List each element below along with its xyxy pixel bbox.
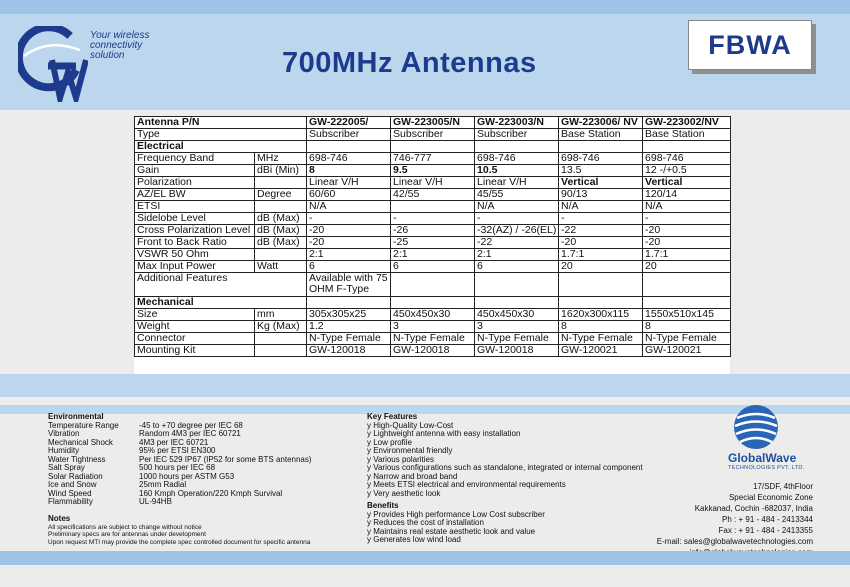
benefits-title: Benefits: [367, 501, 399, 510]
unit-cell: Watt: [255, 261, 307, 273]
env-value: 4M3 per IEC 60721: [139, 438, 209, 447]
address-line: Special Economic Zone: [728, 493, 813, 502]
header-cell: Antenna P/N: [135, 117, 307, 129]
value-cell: 20: [559, 261, 643, 273]
tagline: [90, 31, 149, 61]
env-value: 95% per ETSI EN300: [139, 447, 216, 455]
value-cell: Available with 75 OHM F-Type: [307, 273, 391, 297]
table-row: [135, 333, 731, 345]
env-value: Random 4M3 per IEC 60721: [139, 430, 241, 438]
note-line: Preliminary specs are for antennas under development: [48, 531, 206, 538]
feature-item: y Environmental friendly: [367, 446, 453, 455]
tagline-line: solution: [90, 50, 125, 61]
value-cell: -20: [307, 237, 391, 249]
value-cell: 10.5: [475, 165, 559, 177]
env-key: Solar Radiation: [48, 472, 103, 481]
value-cell: -20: [307, 225, 391, 237]
value-cell: N-Type Female: [643, 333, 731, 345]
value-cell: GW-120018: [391, 345, 475, 357]
company-sub: TECHNOLOGIES PVT. LTD.: [728, 465, 805, 471]
env-key: Salt Spray: [48, 464, 85, 472]
value-cell: -20: [559, 237, 643, 249]
env-value: Per IEC 529 IP67 (IP52 for some BTS antennas): [139, 455, 312, 464]
middle-gap: [0, 397, 850, 405]
value-cell: -26: [391, 225, 475, 237]
header-cell: GW-223002/NV: [643, 117, 731, 129]
value-cell: -32(AZ) / -26(EL): [475, 225, 559, 237]
address-line: Fax : + 91 - 484 - 2413355: [718, 526, 813, 535]
header-cell: GW-223006/ NV: [559, 117, 643, 129]
spec-table: [134, 116, 731, 357]
env-value: 160 Kmph Operation/220 Kmph Survival: [139, 489, 283, 498]
empty-cell: [391, 297, 475, 309]
key-features-title: Key Features: [367, 412, 418, 421]
env-key: Wind Speed: [48, 489, 92, 498]
env-row: [48, 464, 312, 473]
table-row: [135, 189, 731, 201]
table-row: [135, 261, 731, 273]
value-cell: 20: [643, 261, 731, 273]
value-cell: N/A: [475, 201, 559, 213]
env-row: [48, 447, 312, 456]
tagline-line: connectivity: [90, 40, 143, 51]
type-cell: Subscriber: [391, 129, 475, 141]
footer-band: [0, 551, 850, 565]
param-cell: Polarization: [135, 177, 255, 189]
value-cell: 698-746: [475, 153, 559, 165]
value-cell: Vertical: [559, 177, 643, 189]
benefit-item: y Provides High performance Low Cost subscriber: [367, 509, 545, 519]
benefit-item: y Maintains real estate aesthetic look and value: [367, 526, 536, 536]
feature-item: y Various configurations such as standalone, integrated or internal component: [367, 463, 643, 472]
section-cell: Mechanical: [135, 297, 307, 309]
value-cell: 6: [391, 261, 475, 273]
value-cell: N-Type Female: [307, 333, 391, 345]
value-cell: -: [307, 213, 391, 225]
unit-cell: dB (Max): [255, 225, 307, 237]
key-features-section: [367, 413, 643, 545]
unit-cell: Kg (Max): [255, 321, 307, 333]
feature-item: y Very aesthetic look: [367, 488, 441, 498]
value-cell: 6: [307, 261, 391, 273]
env-key: Vibration: [48, 430, 80, 438]
top-stripe: [0, 0, 850, 14]
value-cell: 1.7:1: [643, 249, 731, 261]
value-cell: N-Type Female: [391, 333, 475, 345]
value-cell: 746-777: [391, 153, 475, 165]
value-cell: N/A: [643, 201, 731, 213]
value-cell: -20: [643, 237, 731, 249]
env-key: Flammability: [48, 498, 93, 506]
value-cell: 305x305x25: [307, 309, 391, 321]
value-cell: 698-746: [559, 153, 643, 165]
value-cell: 6: [475, 261, 559, 273]
unit-cell: MHz: [255, 153, 307, 165]
note-line: All specifications are subject to change without notice: [48, 523, 202, 531]
env-value: 25mm Radial: [139, 481, 187, 489]
feature-item: y Various polarities: [367, 454, 434, 464]
table-row: [135, 249, 731, 261]
param-cell: Connector: [135, 333, 255, 345]
section-row: [135, 141, 731, 153]
unit-cell: [255, 345, 307, 357]
type-cell: Subscriber: [475, 129, 559, 141]
unit-cell: mm: [255, 309, 307, 321]
unit-cell: dB (Max): [255, 213, 307, 225]
env-key: Ice and Snow: [48, 481, 97, 489]
address-line: Kakkanad, Cochin -682037, India: [694, 504, 813, 513]
param-cell: Max Input Power: [135, 261, 255, 273]
header-cell: GW-223005/N: [391, 117, 475, 129]
address-line: Ph : + 91 - 484 - 2413344: [722, 515, 813, 524]
empty-cell: [559, 273, 643, 297]
env-row: [48, 430, 312, 439]
value-cell: Vertical: [643, 177, 731, 189]
value-cell: 13.5: [559, 165, 643, 177]
table-row: [135, 309, 731, 321]
benefit-item: y Reduces the cost of installation: [367, 518, 484, 527]
value-cell: 3: [391, 321, 475, 333]
table-row: [135, 165, 731, 177]
env-row: [48, 490, 312, 499]
tagline-line: Your wireless: [90, 30, 150, 41]
value-cell: 450x450x30: [475, 309, 559, 321]
value-cell: 1.7:1: [559, 249, 643, 261]
empty-cell: [643, 141, 731, 153]
spec-table-wrap: [134, 116, 730, 374]
env-key: Humidity: [48, 447, 80, 455]
value-cell: 9.5: [391, 165, 475, 177]
env-row: [48, 498, 312, 507]
value-cell: N-Type Female: [559, 333, 643, 345]
gw-logo-icon: [18, 26, 88, 102]
value-cell: GW-120021: [559, 345, 643, 357]
value-cell: N/A: [559, 201, 643, 213]
empty-cell: [559, 141, 643, 153]
value-cell: GW-120021: [643, 345, 731, 357]
environmental-section: [48, 413, 312, 507]
environmental-title: Environmental: [48, 412, 104, 421]
value-cell: 1620x300x115: [559, 309, 643, 321]
value-cell: 45/55: [475, 189, 559, 201]
table-row: [135, 213, 731, 225]
empty-cell: [307, 141, 391, 153]
notes-section: [48, 515, 310, 546]
table-row: [135, 321, 731, 333]
empty-cell: [475, 297, 559, 309]
param-cell: Size: [135, 309, 255, 321]
table-row: [135, 201, 731, 213]
note-line: Upon request MTI may provide the complete spec controlled document for specific antenna: [48, 538, 311, 546]
param-cell: Cross Polarization Level: [135, 225, 255, 237]
empty-cell: [559, 297, 643, 309]
unit-cell: [255, 333, 307, 345]
table-header-row: [135, 117, 731, 129]
env-value: UL-94HB: [139, 498, 172, 506]
value-cell: N-Type Female: [475, 333, 559, 345]
unit-cell: [255, 249, 307, 261]
value-cell: 8: [559, 321, 643, 333]
env-row: [48, 481, 312, 490]
feature-item: y Narrow and broad band: [367, 471, 458, 481]
globe-logo-icon: [733, 404, 779, 450]
empty-cell: [307, 297, 391, 309]
page-title: 700MHz Antennas: [282, 47, 537, 79]
env-key: Temperature Range: [48, 421, 119, 430]
type-cell: Base Station: [643, 129, 731, 141]
value-cell: 2:1: [391, 249, 475, 261]
value-cell: 12 -/+0.5: [643, 165, 731, 177]
table-row: [135, 273, 731, 297]
env-value: -45 to +70 degree per IEC 68: [139, 421, 243, 430]
value-cell: Linear V/H: [475, 177, 559, 189]
param-cell: Front to Back Ratio: [135, 237, 255, 249]
address-line: E-mail: sales@globalwavetechnologies.com: [656, 537, 813, 546]
empty-cell: [475, 273, 559, 297]
table-row: [135, 177, 731, 189]
param-cell: Frequency Band: [135, 153, 255, 165]
value-cell: 3: [475, 321, 559, 333]
benefit-item: y Generates low wind load: [367, 535, 461, 544]
unit-cell: dB (Max): [255, 237, 307, 249]
value-cell: -: [391, 213, 475, 225]
value-cell: 60/60: [307, 189, 391, 201]
header-cell: GW-222005/: [307, 117, 391, 129]
value-cell: -22: [475, 237, 559, 249]
param-cell: VSWR 50 Ohm: [135, 249, 255, 261]
value-cell: GW-120018: [307, 345, 391, 357]
table-row: [135, 237, 731, 249]
value-cell: -20: [643, 225, 731, 237]
value-cell: -: [559, 213, 643, 225]
value-cell: [391, 201, 475, 213]
table-row: [135, 345, 731, 357]
env-row: [48, 422, 312, 431]
feature-item: y Meets ETSI electrical and environmental requirements: [367, 480, 566, 489]
type-cell: Subscriber: [307, 129, 391, 141]
header-cell: GW-223003/N: [475, 117, 559, 129]
env-value: 1000 hours per ASTM G53: [139, 472, 235, 481]
feature-item: y Lightweight antenna with easy installation: [367, 429, 521, 438]
empty-cell: [643, 273, 731, 297]
value-cell: GW-120018: [475, 345, 559, 357]
middle-band: [0, 374, 850, 414]
section-row: [135, 297, 731, 309]
table-row: [135, 225, 731, 237]
value-cell: 2:1: [307, 249, 391, 261]
value-cell: 450x450x30: [391, 309, 475, 321]
value-cell: Linear V/H: [307, 177, 391, 189]
unit-cell: [255, 177, 307, 189]
env-key: Water Tightness: [48, 455, 106, 464]
section-cell: Electrical: [135, 141, 307, 153]
empty-cell: [643, 297, 731, 309]
value-cell: 42/55: [391, 189, 475, 201]
value-cell: 8: [643, 321, 731, 333]
param-cell: Mounting Kit: [135, 345, 255, 357]
table-row: [135, 129, 731, 141]
type-cell: Base Station: [559, 129, 643, 141]
notes-title: Notes: [48, 514, 71, 523]
param-cell: ETSI: [135, 201, 255, 213]
env-key: Mechanical Shock: [48, 438, 113, 447]
empty-cell: [475, 141, 559, 153]
feature-item: y High-Quality Low-Cost: [367, 420, 454, 430]
feature-item: y Low profile: [367, 437, 412, 447]
unit-cell: [255, 201, 307, 213]
fbwa-badge: FBWA: [688, 20, 812, 70]
environmental-table: [48, 422, 312, 507]
value-cell: 8: [307, 165, 391, 177]
value-cell: 90/13: [559, 189, 643, 201]
value-cell: N/A: [307, 201, 391, 213]
value-cell: -22: [559, 225, 643, 237]
value-cell: 2:1: [475, 249, 559, 261]
param-cell: Sidelobe Level: [135, 213, 255, 225]
param-cell: Weight: [135, 321, 255, 333]
unit-cell: dBi (Min): [255, 165, 307, 177]
value-cell: -: [643, 213, 731, 225]
type-cell: Type: [135, 129, 307, 141]
param-cell: Additional Features: [135, 273, 307, 297]
env-row: [48, 473, 312, 482]
param-cell: AZ/EL BW: [135, 189, 255, 201]
value-cell: -: [475, 213, 559, 225]
env-value: 500 hours per IEC 68: [139, 464, 216, 472]
value-cell: Linear V/H: [391, 177, 475, 189]
company-name: GlobalWave: [728, 451, 797, 465]
value-cell: -25: [391, 237, 475, 249]
company-address: [657, 481, 813, 558]
unit-cell: Degree: [255, 189, 307, 201]
value-cell: 120/14: [643, 189, 731, 201]
value-cell: 1.2: [307, 321, 391, 333]
param-cell: Gain: [135, 165, 255, 177]
env-row: [48, 439, 312, 448]
table-row: [135, 153, 731, 165]
value-cell: 698-746: [307, 153, 391, 165]
value-cell: 698-746: [643, 153, 731, 165]
env-row: [48, 456, 312, 465]
address-line: 17/SDF, 4thFloor: [752, 482, 813, 491]
value-cell: 1550x510x145: [643, 309, 731, 321]
empty-cell: [391, 273, 475, 297]
empty-cell: [391, 141, 475, 153]
